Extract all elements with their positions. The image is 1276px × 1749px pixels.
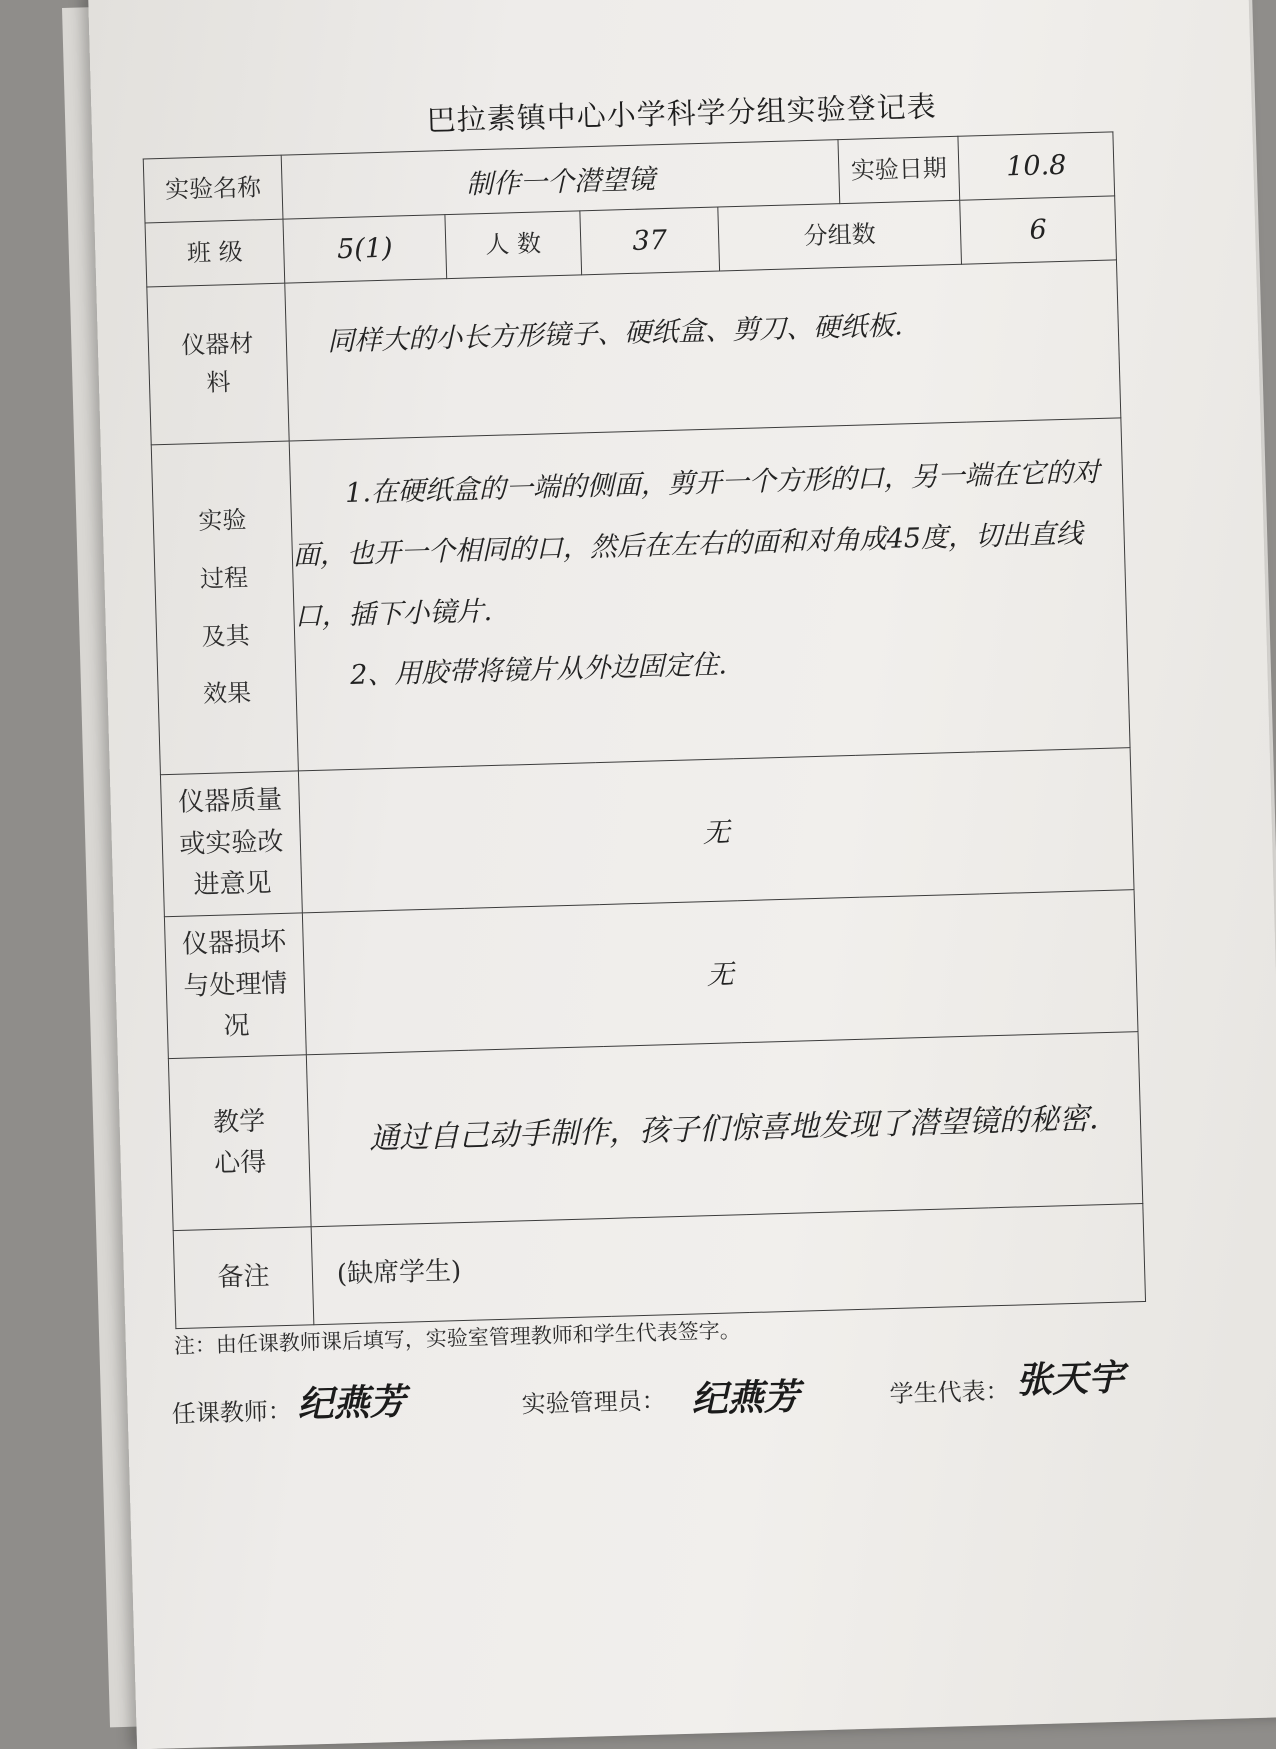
label-remarks: 备注 [173, 1227, 314, 1329]
label-reflection: 教学心得 [168, 1055, 311, 1231]
value-remarks: (缺席学生) [311, 1204, 1145, 1325]
value-groups: 6 [960, 196, 1117, 264]
value-materials: 同样大的小长方形镜子、硬纸盒、剪刀、硬纸板. [285, 260, 1121, 441]
value-damage: 无 [302, 890, 1138, 1055]
footer-note: 注：由任课教师课后填写，实验室管理教师和学生代表签字。 [173, 1318, 742, 1359]
value-reflection: 通过自己动手制作，孩子们惊喜地发现了潜望镜的秘密. [306, 1032, 1142, 1227]
form-sheet [88, 0, 1276, 1749]
value-date: 10.8 [958, 132, 1115, 200]
value-name: 制作一个潜望镜 [281, 140, 840, 220]
value-process [289, 418, 1130, 771]
admin-signature: 纪燕芳 [691, 1375, 801, 1421]
label-process: 实验过程及其效果 [151, 441, 298, 775]
value-suggestions: 无 [298, 748, 1134, 913]
process-step-2: 2、用胶带将镜片从外边固定住. [349, 649, 728, 692]
label-damage: 仪器损坏与处理情况 [164, 913, 306, 1059]
label-groups: 分组数 [718, 200, 962, 271]
value-class: 5(1) [283, 215, 447, 283]
signature-row [171, 1352, 1172, 1440]
student-signature: 张天宇 [1015, 1356, 1125, 1402]
row-process [151, 418, 1130, 775]
student-label: 学生代表： [889, 1376, 1010, 1409]
value-count: 37 [580, 207, 720, 275]
admin-label: 实验管理员： [521, 1386, 666, 1419]
label-materials: 仪器材料 [147, 283, 289, 445]
label-count: 人 数 [445, 211, 582, 279]
label-name: 实验名称 [143, 155, 283, 223]
row-materials [147, 260, 1121, 445]
teacher-signature: 纪燕芳 [296, 1380, 407, 1426]
label-class: 班 级 [145, 219, 285, 287]
form-title: 巴拉素镇中心小学科学分组实验登记表 [426, 89, 938, 138]
label-date: 实验日期 [838, 136, 960, 203]
row-damage [164, 890, 1138, 1059]
row-reflection [168, 1032, 1142, 1231]
experiment-form-table [143, 131, 1146, 1329]
process-step-1: 1.在硬纸盒的一端的侧面，剪开一个方形的口，另一端在它的对面，也开一个相同的口，然后在左右的面和对角成45度，切出直线口，插下小镜片. [292, 456, 1101, 632]
label-suggestions: 仪器质量或实验改进意见 [160, 771, 302, 917]
row-suggestions [160, 748, 1134, 917]
teacher-label: 任课教师： [171, 1396, 293, 1429]
